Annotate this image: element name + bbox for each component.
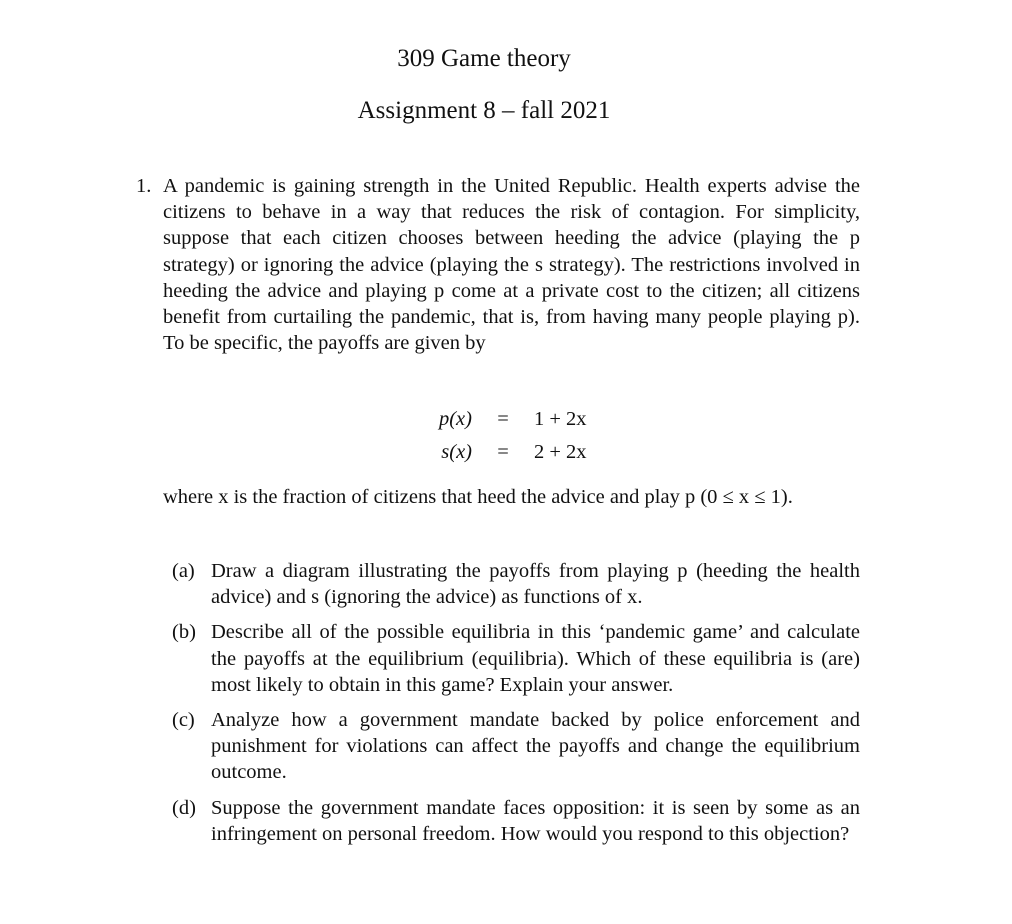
part-c-text: Analyze how a government mandate backed by police enforcement and punishment for violations can affect the payoffs and change the equilibrium outcome. xyxy=(211,709,860,784)
course-title: 309 Game theory xyxy=(397,45,571,72)
equation-p-lhs: p(x) xyxy=(438,408,472,430)
part-d-label: (d) xyxy=(172,796,196,819)
problem-1 xyxy=(136,173,860,356)
equation-s xyxy=(400,436,654,469)
assignment-title: Assignment 8 – fall 2021 xyxy=(357,97,611,124)
equation-p xyxy=(400,403,654,436)
part-a-text: Draw a diagram illustrating the payoffs from playing p (heeding the health advice) and s (ignoring the advice) as functions of x. xyxy=(211,560,860,609)
payoff-equations xyxy=(400,403,654,469)
where-definition: where x is the fraction of citizens that heed the advice and play p (0 ≤ x ≤ 1). xyxy=(163,486,793,508)
part-a-label: (a) xyxy=(172,560,195,582)
equation-p-sign: = xyxy=(497,408,509,430)
part-b-label: (b) xyxy=(172,621,196,644)
part-b-text: Describe all of the possible equilibria in this ‘pandemic game’ and calculate the payoffs at the equilibrium (equilibria). Which of these equilibria is (are) most likely to obtain in this game? Explain your answer. xyxy=(211,621,860,696)
equation-p-rhs: 1 + 2x xyxy=(534,408,587,430)
part-c xyxy=(172,707,860,786)
part-c-label: (c) xyxy=(172,709,195,732)
equation-s-sign: = xyxy=(497,441,509,463)
equation-s-lhs: s(x) xyxy=(441,441,472,463)
problem-parts xyxy=(172,558,860,856)
problem-intro xyxy=(163,173,860,356)
part-b xyxy=(172,619,860,698)
equation-s-rhs: 2 + 2x xyxy=(534,441,587,463)
problem-number: 1. xyxy=(136,175,152,197)
part-a xyxy=(172,558,860,610)
problem-intro-text: A pandemic is gaining strength in the United Republic. Health experts advise the citizens to behave in a way that reduces the risk of contagion. For simplicity, suppose that each citizen chooses between heeding the advice (playing the p strategy) or ignoring the advice (playing the s strategy). The restrictions involved in heeding the advice and playing p come at a private cost to the citizen; all citizens benefit from curtailing the pandemic, that is, from having many people playing p). To be specific, the payoffs are given by xyxy=(163,175,860,355)
part-d xyxy=(172,795,860,847)
part-d-text: Suppose the government mandate faces opposition: it is seen by some as an infringement on personal freedom. How would you respond to this objection? xyxy=(211,796,860,845)
